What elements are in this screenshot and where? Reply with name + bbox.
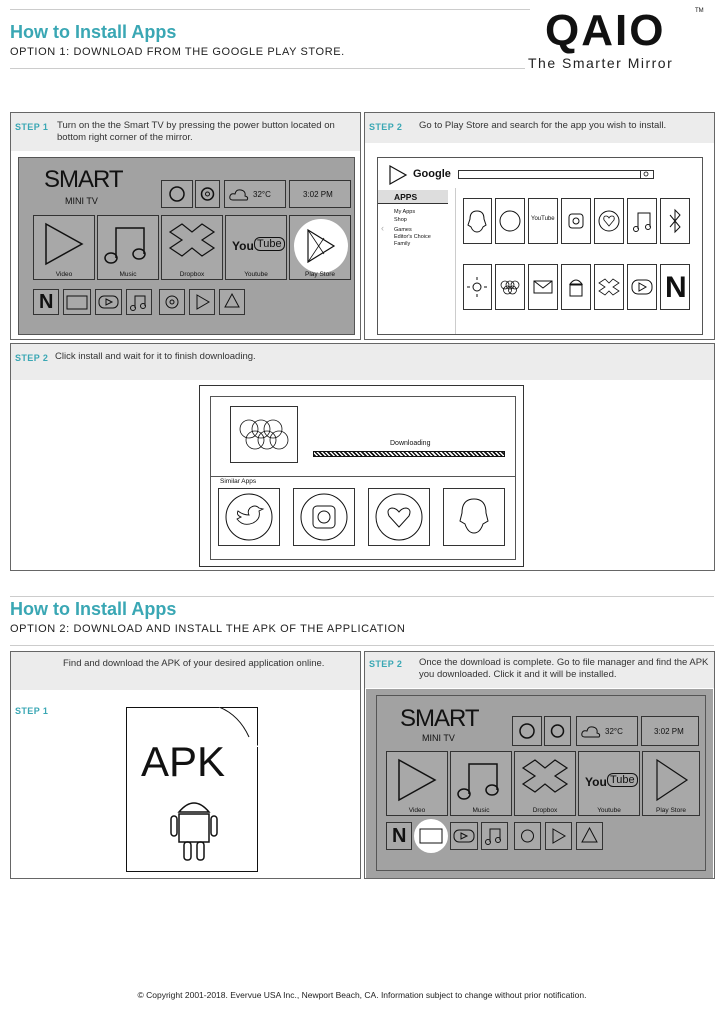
video-player-icon-2[interactable] <box>450 822 478 850</box>
music-small-icon[interactable] <box>126 289 152 315</box>
brand-tagline: The Smarter Mirror <box>528 55 674 71</box>
apk-step2-panel <box>364 651 715 879</box>
netflix-icon-2[interactable]: N <box>386 822 412 850</box>
apk-file-icon <box>126 707 258 872</box>
weather-widget <box>224 180 286 208</box>
step2-panel <box>364 112 715 340</box>
hand-icon[interactable] <box>161 180 193 208</box>
file-manager-icon[interactable] <box>414 819 448 853</box>
download-progress-bar <box>313 451 505 457</box>
step1-label: STEP 1 <box>15 122 49 132</box>
app-thumbnail <box>230 406 298 463</box>
apps-header: APPS <box>378 190 448 204</box>
menu-my-apps[interactable]: My Apps <box>394 209 416 215</box>
android-app-icon[interactable] <box>561 264 591 310</box>
twitter-app-icon[interactable] <box>495 198 525 244</box>
temperature-2: 32°C <box>605 727 623 736</box>
android-robot-icon <box>169 792 219 864</box>
play-small-icon-2[interactable] <box>545 822 572 850</box>
apk-step1-label: STEP 1 <box>15 706 49 716</box>
step1-header <box>11 113 360 151</box>
step3-label: STEP 2 <box>15 353 49 363</box>
step3-header <box>11 344 714 380</box>
video-app-icon[interactable] <box>627 264 657 310</box>
music-small-icon-2[interactable] <box>481 822 508 850</box>
video-player-icon[interactable] <box>95 289 122 315</box>
smart-title-2: SMART <box>400 705 479 732</box>
play-logo-icon <box>388 164 408 186</box>
youtube-tube: Tube <box>254 237 285 251</box>
video-label: Video <box>55 271 73 278</box>
google-wordmark: Google <box>413 168 451 180</box>
settings-icon[interactable] <box>195 180 220 208</box>
play-small-icon[interactable] <box>189 289 215 315</box>
time-2: 3:02 PM <box>654 727 684 736</box>
smart-title: SMART <box>44 166 123 193</box>
weather-widget-2 <box>576 716 638 746</box>
search-icon[interactable] <box>640 170 654 179</box>
music-tile[interactable] <box>97 215 159 280</box>
similar-apps-label: Similar Apps <box>220 478 257 485</box>
apk-step1-panel <box>10 651 361 879</box>
step3-panel <box>10 343 715 571</box>
netflix-app-icon[interactable]: N <box>660 264 690 310</box>
music-tile-2[interactable]: Music <box>450 751 512 816</box>
instagram-app-icon[interactable] <box>561 198 591 244</box>
hand-icon-2[interactable] <box>512 716 542 746</box>
smart-tv-screen <box>18 157 355 335</box>
apk-step1-header <box>11 652 360 690</box>
apk-step2-label: STEP 2 <box>369 659 403 669</box>
youtube-you: You <box>232 239 254 253</box>
step1-panel <box>10 112 361 340</box>
file-manager-screen <box>366 689 713 878</box>
netflix-icon[interactable]: N <box>33 289 59 315</box>
similar-twitter-icon[interactable] <box>218 488 280 546</box>
dropbox-app-icon[interactable] <box>594 264 624 310</box>
search-input[interactable] <box>458 170 654 179</box>
option2-heading: OPTION 2: DOWNLOAD AND INSTALL THE APK OF THE APPLICATION <box>10 623 406 635</box>
gear-small-icon[interactable] <box>159 289 185 315</box>
settings-icon-2[interactable] <box>544 716 571 746</box>
similar-snapchat-icon[interactable] <box>443 488 505 546</box>
option2-rule <box>10 645 714 646</box>
step1-text: Turn on the the Smart TV by pressing the power button located on bottom right corner of the mirror. <box>57 120 335 143</box>
chevron-left-icon[interactable]: ‹ <box>381 223 384 233</box>
gear-small-icon-2[interactable] <box>514 822 541 850</box>
menu-games[interactable]: Games <box>394 227 412 233</box>
folder-icon[interactable] <box>63 289 91 315</box>
step2-header <box>365 113 714 143</box>
music-app-icon[interactable] <box>627 198 657 244</box>
dropbox-tile-2[interactable]: Dropbox <box>514 751 576 816</box>
youtube-app-icon[interactable]: YouTube <box>528 198 558 244</box>
option2-rule-top <box>10 596 714 597</box>
apps-sidebar <box>378 190 448 250</box>
header-rule <box>10 68 525 69</box>
mail-app-icon[interactable] <box>528 264 558 310</box>
similar-heart-icon[interactable] <box>368 488 430 546</box>
video-tile[interactable] <box>33 215 95 280</box>
music-label: Music <box>119 271 137 278</box>
video-tile-2[interactable]: Video <box>386 751 448 816</box>
clock-widget <box>289 180 351 208</box>
snapchat-app-icon[interactable] <box>463 198 492 244</box>
download-screen <box>199 385 524 567</box>
play-store-tile-2[interactable]: Play Store <box>642 751 700 816</box>
bluetooth-app-icon[interactable] <box>660 198 690 244</box>
brand-logo: QAIO <box>545 6 666 55</box>
top-rule <box>10 9 530 10</box>
olympics-app-icon[interactable] <box>495 264 525 310</box>
step2-text: Go to Play Store and search for the app you wish to install. <box>419 120 667 131</box>
apk-step1-text: Find and download the APK of your desired application online. <box>63 658 325 669</box>
recycle-icon-2[interactable] <box>576 822 603 850</box>
step3-text: Click install and wait for it to finish downloading. <box>55 351 256 362</box>
copyright-footer: © Copyright 2001-2018. Evervue USA Inc., Newport Beach, CA. Information subject to change without prior notification. <box>137 990 587 1000</box>
play-store-tile[interactable] <box>289 215 351 280</box>
sun-app-icon[interactable] <box>463 264 492 310</box>
dropbox-tile[interactable] <box>161 215 223 280</box>
menu-editors-choice[interactable]: Editor's Choice <box>394 234 431 240</box>
menu-shop[interactable]: Shop <box>394 217 407 223</box>
trademark: TM <box>695 8 704 14</box>
clock-widget-2 <box>641 716 699 746</box>
apk-step2-header <box>365 652 714 688</box>
page-title: How to Install Apps <box>10 22 177 42</box>
mini-tv-label-2: MINI TV <box>422 733 455 743</box>
downloading-status: Downloading <box>390 440 431 447</box>
similar-instagram-icon[interactable] <box>293 488 355 546</box>
mini-tv-label: MINI TV <box>65 196 98 206</box>
youtube-tile-2[interactable]: You Tube Youtube <box>578 751 640 816</box>
heart-app-icon[interactable] <box>594 198 624 244</box>
apk-step2-text: Once the download is complete. Go to file manager and find the APK you downloaded. Click it and it will be installed. <box>419 657 709 680</box>
option1-heading: OPTION 1: DOWNLOAD FROM THE GOOGLE PLAY STORE. <box>10 46 345 58</box>
youtube-label: Youtube <box>244 271 268 278</box>
step2-label: STEP 2 <box>369 122 403 132</box>
apk-text: APK <box>141 738 226 785</box>
option2-title: How to Install Apps <box>10 599 177 619</box>
recycle-icon[interactable] <box>219 289 245 315</box>
play-store-label: Play Store <box>305 271 335 278</box>
dropbox-label: Dropbox <box>179 271 205 278</box>
youtube-tile[interactable] <box>225 215 287 280</box>
time: 3:02 PM <box>303 190 333 199</box>
menu-family[interactable]: Family <box>394 241 411 247</box>
temperature: 32°C <box>253 190 271 199</box>
play-store-screen <box>377 157 703 335</box>
